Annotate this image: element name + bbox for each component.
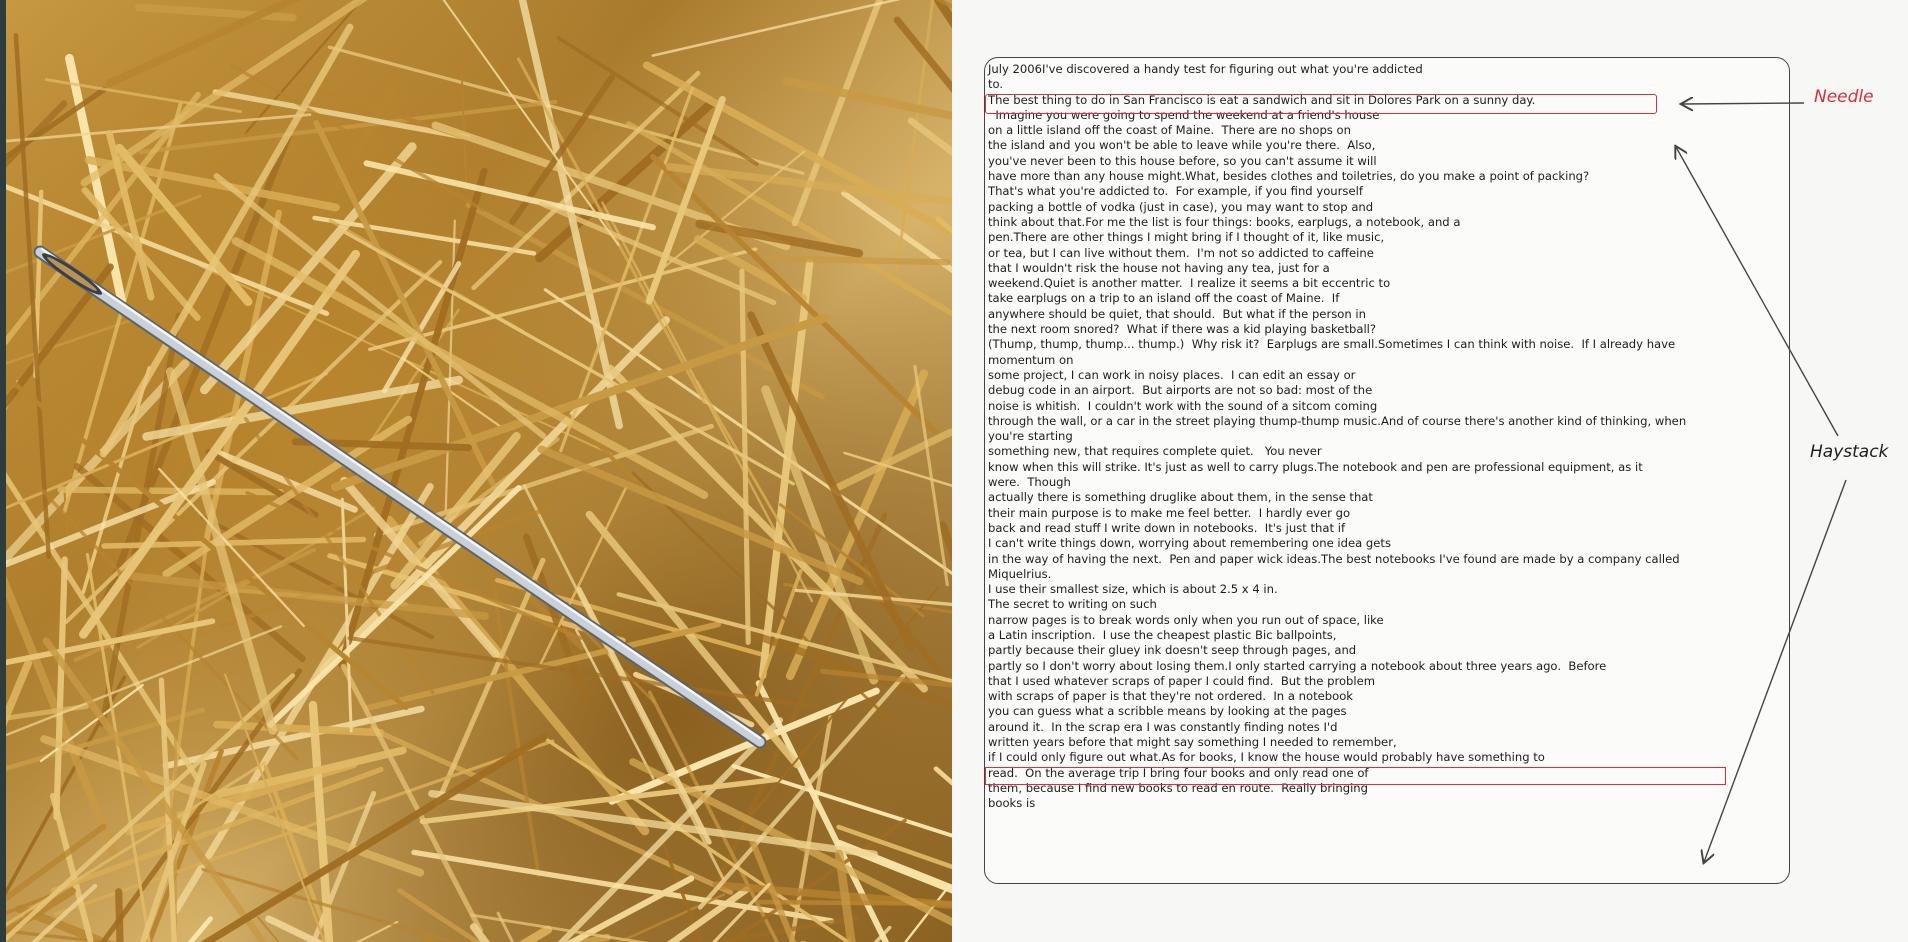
document-line: through the wall, or a car in the street playing thump-thump music.And of course there's another kind of thinking, when: [988, 413, 1687, 428]
document-line: written years before that might say something I needed to remember,: [988, 735, 1397, 750]
document-line: you can guess what a scribble means by looking at the pages: [988, 704, 1347, 719]
document-line: a Latin inscription. I use the cheapest plastic Bic ballpoints,: [988, 627, 1337, 642]
document-line: The secret to writing on such: [988, 597, 1157, 612]
document-line: have more than any house might.What, besides clothes and toiletries, do you make a point of packing?: [988, 169, 1590, 184]
document-line: The best thing to do in San Francisco is eat a sandwich and sit in Dolores Park on a sunny day.: [988, 92, 1536, 107]
document-line: partly because their gluey ink doesn't seep through pages, and: [988, 643, 1357, 658]
document-line: think about that.For me the list is four things: books, earplugs, a notebook, and a: [988, 214, 1461, 229]
document-line: momentum on: [988, 352, 1074, 367]
document-line: you're starting: [988, 429, 1073, 444]
document-line: I can't write things down, worrying about remembering one idea gets: [988, 536, 1391, 551]
document-line: on a little island off the coast of Maine. There are no shops on: [988, 123, 1351, 138]
document-line: (Thump, thump, thump... thump.) Why risk it? Earplugs are small.Sometimes I can think with noise. If I already have: [988, 337, 1676, 352]
document-line: were. Though: [988, 475, 1071, 490]
document-line: take earplugs on a trip to an island off the coast of Maine. If: [988, 291, 1340, 306]
document-line: debug code in an airport. But airports are not so bad: most of the: [988, 383, 1373, 398]
document-line: I use their smallest size, which is about 2.5 x 4 in.: [988, 582, 1278, 597]
document-line: that I wouldn't risk the house not having any tea, just for a: [988, 260, 1330, 275]
document-line: July 2006I've discovered a handy test for figuring out what you're addicted: [988, 62, 1423, 76]
document-line: noise is whitish. I couldn't work with the sound of a sitcom coming: [988, 398, 1378, 413]
document-line: with scraps of paper is that they're not ordered. In a notebook: [988, 689, 1354, 704]
document-line: if I could only figure out what.As for books, I know the house would probably have something to: [988, 750, 1545, 765]
needle-label: Needle: [1814, 87, 1874, 107]
document-line: packing a bottle of vodka (just in case), you may want to stop and: [988, 199, 1374, 214]
document-line: back and read stuff I write down in notebooks. It's just that if: [988, 520, 1346, 535]
document-line: actually there is something druglike about them, in the sense that: [988, 490, 1373, 505]
document-line: the next room snored? What if there was a kid playing basketball?: [988, 322, 1377, 337]
document-line: some project, I can work in noisy places. I can edit an essay or: [988, 367, 1356, 382]
document-line: them, because I find new books to read en route. Really bringing: [988, 780, 1369, 795]
document-line: narrow pages is to break words only when you run out of space, like: [988, 612, 1384, 627]
document-line: to.: [988, 77, 1004, 92]
document-line: the island and you won't be able to leave while you're there. Also,: [988, 138, 1376, 153]
document-line: Miquelrius.: [988, 566, 1052, 581]
document-line: weekend.Quiet is another matter. I realize it seems a bit eccentric to: [988, 276, 1391, 291]
haystack-label: Haystack: [1810, 442, 1889, 462]
document-line: That's what you're addicted to. For example, if you find yourself: [988, 184, 1363, 199]
haystack-arrow-down: [1704, 480, 1846, 862]
document-line: books is: [988, 796, 1036, 811]
document-line: that I used whatever scraps of paper I could find. But the problem: [988, 673, 1376, 688]
document-line: anywhere should be quiet, that should. But what if the person in: [988, 306, 1366, 321]
document-line: something new, that requires complete quiet. You never: [988, 444, 1322, 459]
document-line: around it. In the scrap era I was constantly finding notes I'd: [988, 719, 1338, 734]
document-line: read. On the average trip I bring four books and only read one of: [988, 765, 1369, 780]
document-line: their main purpose is to make me feel better. I hardly ever go: [988, 505, 1351, 520]
document-line: you've never been to this house before, so you can't assume it will: [988, 153, 1377, 168]
haystack-arrow-up: [1676, 147, 1838, 436]
needle-arrow: [1682, 103, 1804, 104]
document-line: Imagine you were going to spend the weekend at a friend's house: [988, 107, 1380, 122]
document-line: or tea, but I can live without them. I'm not so addicted to caffeine: [988, 245, 1374, 260]
document-line: in the way of having the next. Pen and paper wick ideas.The best notebooks I've found are made by a company called: [988, 551, 1680, 566]
document-line: pen.There are other things I might bring if I thought of it, like music,: [988, 230, 1385, 245]
document-line: partly so I don't worry about losing them.I only started carrying a notebook about three years ago. Before: [988, 658, 1607, 673]
document-line: know when this will strike. It's just as well to carry plugs.The notebook and pen are professional equipment, as it: [988, 459, 1643, 474]
